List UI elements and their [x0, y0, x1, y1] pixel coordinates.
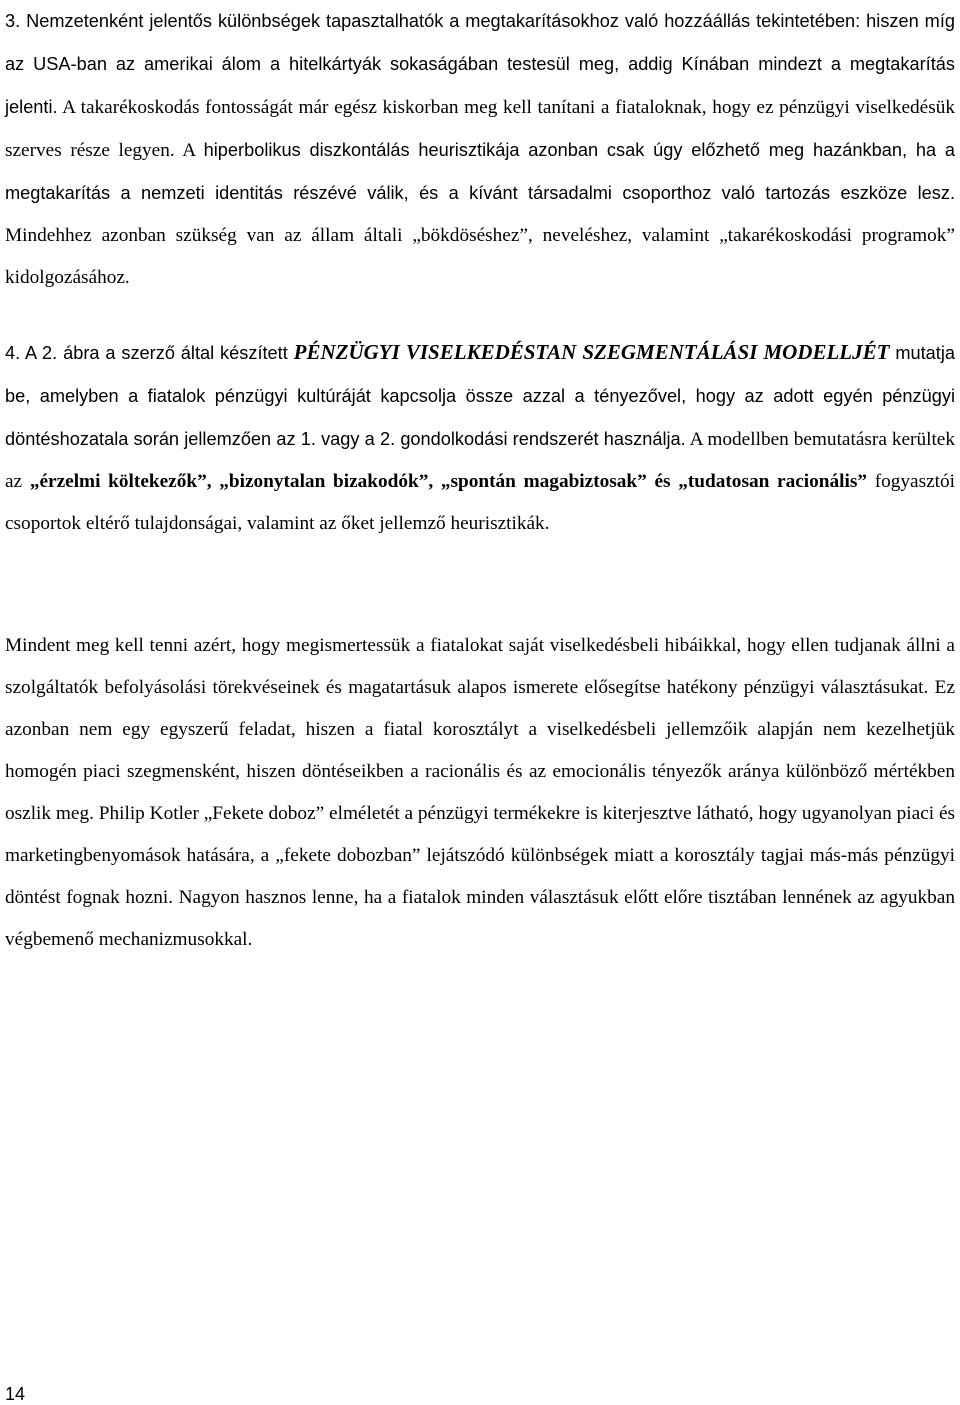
paragraph-point-4-model-intro: A modellben bemutatásra kerültek az — [5, 429, 955, 492]
paragraph-point-4-intro: ábra a szerző által készített — [63, 343, 294, 363]
paragraph-point-3-sentence-4: Mindehhez azonban szükség van az állam általi „bökdöséshez”, neveléshez, valamint „takarékoskodási programok” kidolgozásához. — [5, 225, 955, 288]
paragraph-conclusion-rest: Ez azonban nem egy egyszerű feladat, hiszen a fiatal korosztályt a viselkedésbeli jellemzőik alapján nem kezelhetjük homogén piaci szegmensként, hiszen döntéseikben a racionális és az emocionális tényezők aránya különböző mértékben oszlik meg. Philip Kotler „Fekete doboz” elméletét a pénzügyi termékekre is kiterjesztve látható, hogy ugyanolyan piaci és marketingbenyomások hatására, a „fekete dobozban” lejátszódó különbségek miatt a korosztály tagjai más-más pénzügyi döntést fognak hozni. Nagyon hasznos lenne, ha a fiatalok minden választásuk előtt előre tisztában lennének az agyukban végbemenő mechanizmusokkal. — [5, 677, 956, 950]
model-title: PÉNZÜGYI VISELKEDÉSTAN SZEGMENTÁLÁSI MODELLJÉT — [293, 340, 890, 364]
paragraph-point-4 — [5, 331, 955, 545]
paragraph-point-4-end: fogyasztói csoportok eltérő tulajdonságai, valamint az őket jellemző heurisztikák. — [5, 471, 956, 534]
paragraph-point-3-sentence-3-start: A — [174, 140, 204, 161]
consumer-groups: „érzelmi költekezők”, „bizonytalan bizakodók”, „spontán magabiztosak” és „tudatosan racionális” — [29, 471, 867, 492]
document-page — [5, 0, 955, 961]
paragraph-point-3-sentence-3: hiperbolikus diszkontálás heurisztikája azonban csak úgy előzhető meg hazánkban, ha a megtakarítás a nemzeti identitás részévé válik, és a kívánt társadalmi csoporthoz való tartozás eszköze lesz. — [5, 140, 955, 203]
paragraph-conclusion-sentence-1: Mindent meg kell tenni azért, hogy megismertessük a fiatalokat saját viselkedésbeli hibáikkal, hogy ellen tudjanak állni a szolgáltatók befolyásolási törekvéseinek és magatartásuk alapos ismerete elősegítse hatékony pénzügyi választásukat. — [5, 635, 955, 698]
paragraph-point-4-number: 4. A 2. — [5, 343, 64, 363]
paragraph-point-4-body: mutatja be, amelyben a fiatalok pénzügyi kultúráját kapcsolja össze azzal a tényezővel, hogy az adott egyén pénzügyi döntéshozatala során jellemzően az 1. vagy a 2. gondolkodási rendszerét használja. — [5, 343, 955, 449]
paragraph-point-3-sentence-1: 3. Nemzetenként jelentős különbségek tapasztalhatók a megtakarításokhoz való hozzáállás tekintetében: hiszen míg az USA-ban az amerikai álom a hitelkártyák sokaságában testesül meg, addig Kínában mindezt a megtakarítás jelenti. — [5, 11, 955, 117]
paragraph-point-3-sentence-2: A takarékoskodás fontosságát már egész kiskorban meg kell tanítani a fiataloknak, hogy ez pénzügyi viselkedésük szerves része legyen. — [5, 97, 955, 161]
paragraph-point-3 — [5, 0, 955, 299]
paragraph-conclusion — [5, 625, 955, 961]
page-number: 14 — [5, 1384, 26, 1404]
